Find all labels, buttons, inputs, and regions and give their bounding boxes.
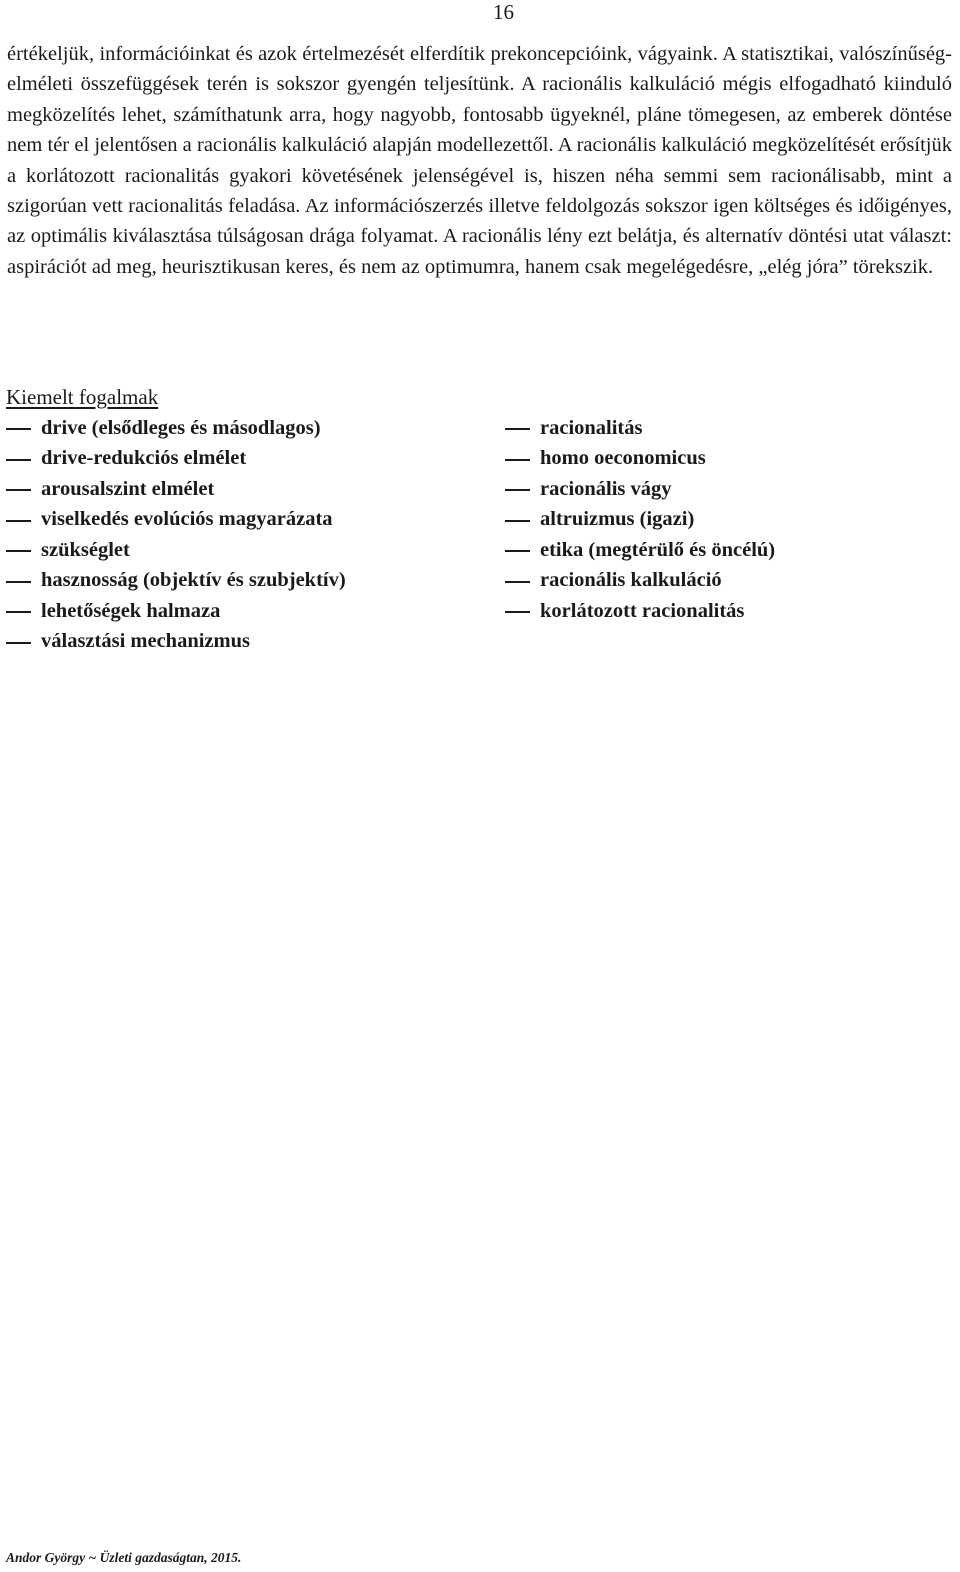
dash-bullet-icon: [6, 489, 31, 491]
dash-bullet-icon: [505, 428, 530, 430]
term-label: etika (megtérülő és öncélú): [540, 538, 776, 561]
list-item: [6, 413, 486, 444]
term-label: hasznosság (objektív és szubjektív): [41, 569, 346, 592]
list-item: [6, 444, 486, 475]
key-concepts-right-column: [505, 413, 945, 627]
page-number: 16: [493, 0, 514, 24]
list-item: [6, 627, 486, 658]
list-item: [6, 535, 486, 566]
term-label: racionális kalkuláció: [540, 569, 722, 592]
dash-bullet-icon: [6, 581, 31, 583]
list-item: [6, 566, 486, 597]
term-label: racionális vágy: [540, 477, 672, 500]
term-label: választási mechanizmus: [41, 630, 250, 653]
term-label: viselkedés evolúciós magyarázata: [41, 508, 333, 531]
page-footer: Andor György ~ Üzleti gazdaságtan, 2015.: [6, 1550, 242, 1565]
dash-bullet-icon: [505, 489, 530, 491]
dash-bullet-icon: [6, 550, 31, 552]
list-item: [505, 474, 945, 505]
term-label: homo oeconomicus: [540, 447, 706, 470]
dash-bullet-icon: [505, 611, 530, 613]
term-label: altruizmus (igazi): [540, 508, 695, 531]
term-label: korlátozott racionalitás: [540, 599, 745, 622]
list-item: [505, 535, 945, 566]
dash-bullet-icon: [6, 428, 31, 430]
body-paragraph: értékeljük, információinkat és azok értelmezését elferdítik prekoncepcióink, vágyaink. A statisztikai, valószínűség-elméleti összefüggések terén is sokszor gyengén teljesítünk. A racionális kalkuláció mégis elfogadható kiinduló megközelítés lehet, számíthatunk arra, hogy nagyobb, fontosabb ügyeknél, pláne tömegesen, az emberek döntése nem tér el jelentősen a racionális kalkuláció alapján modellezettől. A racionális kalkuláció megközelítését erősítjük a korlátozott racionalitás gyakori követésének jelenségével is, hiszen néha semmi sem racionálisabb, mint a szigorúan vett racionalitás feladása. Az információszerzés illetve feldolgozás sokszor igen költséges és időigényes, az optimális kiválasztása túlságosan drága folyamat. A racionális lény ezt belátja, és alternatív döntési utat választ: aspirációt ad meg, heurisztikusan keres, és nem az optimumra, hanem csak megelégedésre, „elég jóra” törekszik.: [7, 43, 952, 278]
list-item: [505, 566, 945, 597]
term-label: arousalszint elmélet: [41, 477, 215, 500]
term-label: drive-redukciós elmélet: [41, 447, 247, 470]
dash-bullet-icon: [6, 520, 31, 522]
dash-bullet-icon: [505, 459, 530, 461]
key-concepts-title: Kiemelt fogalmak: [6, 385, 159, 409]
dash-bullet-icon: [505, 520, 530, 522]
dash-bullet-icon: [6, 642, 31, 644]
dash-bullet-icon: [505, 550, 530, 552]
list-item: [6, 596, 486, 627]
term-label: drive (elsődleges és másodlagos): [41, 416, 321, 439]
key-concepts-left-column: [6, 413, 486, 657]
term-label: lehetőségek halmaza: [41, 599, 221, 622]
list-item: [6, 505, 486, 536]
list-item: [505, 596, 945, 627]
term-label: szükséglet: [41, 538, 130, 561]
list-item: [505, 444, 945, 475]
list-item: [505, 505, 945, 536]
dash-bullet-icon: [6, 459, 31, 461]
list-item: [505, 413, 945, 444]
dash-bullet-icon: [6, 611, 31, 613]
dash-bullet-icon: [505, 581, 530, 583]
list-item: [6, 474, 486, 505]
term-label: racionalitás: [540, 416, 643, 439]
